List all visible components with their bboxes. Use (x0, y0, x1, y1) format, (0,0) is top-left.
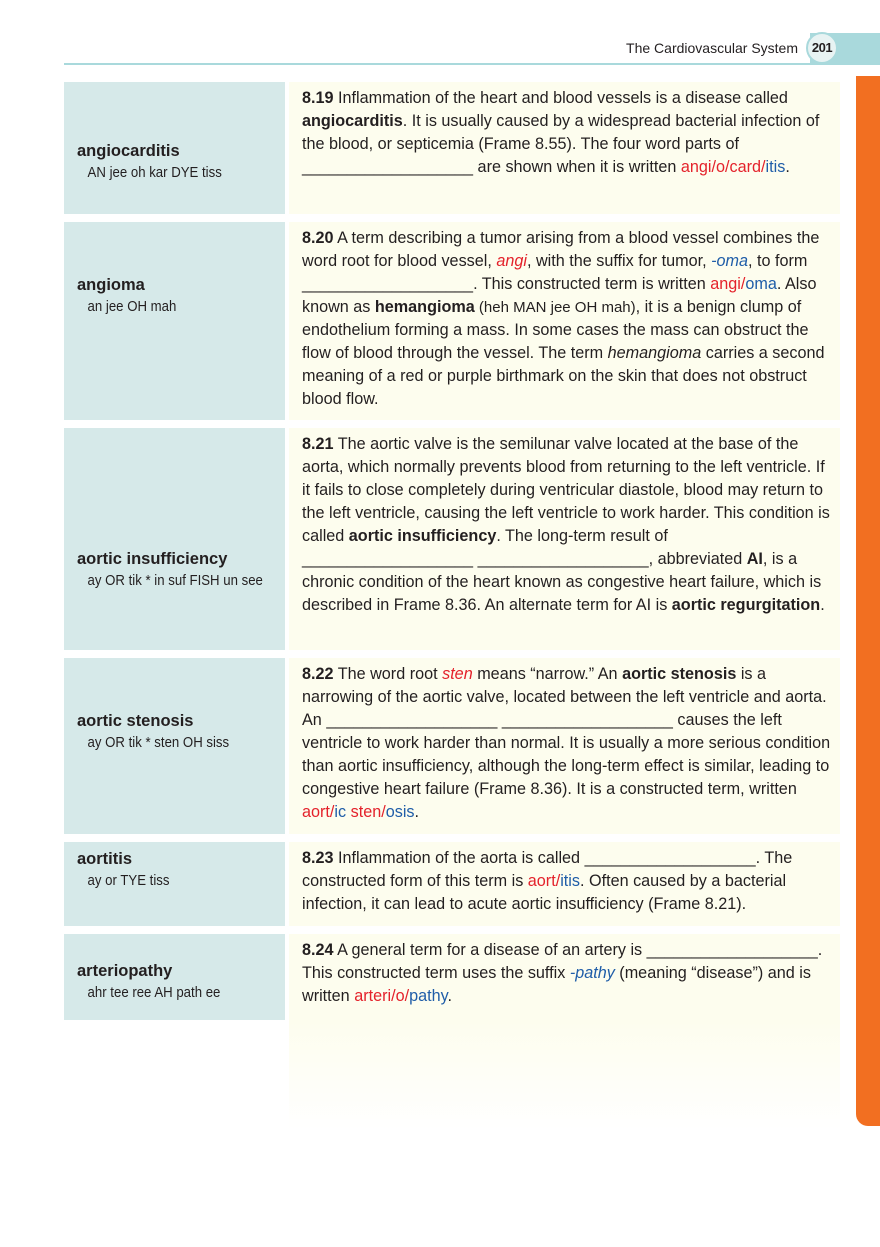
chapter-thumb-tab (856, 76, 880, 1126)
term-cell (64, 428, 285, 650)
term-cell (64, 222, 285, 420)
term-pronunciation: ay OR tik * in suf FISH un see (87, 572, 263, 589)
header-rule (64, 63, 880, 65)
frame-number: 8.22 (302, 665, 334, 683)
frame-number: 8.19 (302, 89, 334, 107)
term-pronunciation: ay or TYE tiss (87, 872, 170, 889)
frame-number: 8.21 (302, 435, 334, 453)
term-cell (64, 82, 285, 214)
answer-blank: ___________________ (646, 941, 818, 959)
frame-8-19 (64, 82, 840, 214)
term-pronunciation: ahr tee ree AH path ee (87, 984, 221, 1001)
frame-8-21 (64, 428, 840, 650)
term-title: arteriopathy (77, 962, 173, 980)
frame-text: 8.23 Inflammation of the aorta is called ___________________. The constructed form of this term is aort/itis. Often caused by a bacterial infection, it can lead to acute aortic insufficiency (Frame 8.21). (289, 842, 840, 926)
answer-blank: ___________________ (477, 550, 649, 568)
frame-8-20 (64, 222, 840, 420)
term-title: aortitis (77, 850, 133, 868)
page-header (0, 0, 880, 64)
frame-8-24 (64, 934, 840, 1020)
frame-number: 8.20 (302, 229, 334, 247)
answer-blank: ___________________ (584, 849, 756, 867)
answer-blank: ___________________ (302, 275, 474, 293)
term-pronunciation: ay OR tik * sten OH siss (87, 734, 230, 751)
term-cell (64, 934, 285, 1020)
frame-8-23 (64, 842, 840, 926)
term-pronunciation: AN jee oh kar DYE tiss (87, 164, 222, 181)
frame-text: 8.19 Inflammation of the heart and blood vessels is a disease called angiocarditis. It is usually caused by a widespread bacterial infection of the blood, or septicemia (Frame 8.55). The four word parts of ___________________ are shown when it is written angi/o/card/itis. (289, 82, 840, 214)
term-cell (64, 842, 285, 926)
page-number: 201 (806, 32, 838, 64)
frame-number: 8.23 (302, 849, 334, 867)
frame-text: 8.20 A term describing a tumor arising from a blood vessel combines the word root for blood vessel, angi, with the suffix for tumor, -oma, to form ___________________. This constructed term is written angi/oma. Also known as hemangioma (heh MAN jee OH mah), it is a benign clump of endothelium forming a mass. In some cases the mass can obstruct the flow of blood through the vessel. The term hemangioma carries a second meaning of a red or purple birthmark on the skin that does not obstruct blood flow. (289, 222, 840, 420)
term-title: aortic stenosis (77, 712, 194, 730)
term-cell (64, 658, 285, 834)
term-title: angiocarditis (77, 142, 180, 160)
term-pronunciation: an jee OH mah (87, 298, 177, 315)
frame-text: 8.24 A general term for a disease of an artery is ___________________. This constructed term uses the suffix -pathy (meaning “disease”) and is written arteri/o/pathy. (289, 934, 840, 1020)
answer-blank: ___________________ (326, 711, 498, 729)
answer-blank: ___________________ (302, 158, 474, 176)
answer-blank: ___________________ (302, 550, 474, 568)
frame-8-22 (64, 658, 840, 834)
frame-text: 8.21 The aortic valve is the semilunar valve located at the base of the aorta, which normally prevents blood from returning to the left ventricle. If it fails to close completely during ventricular diastole, blood may return to the left ventricle, causing the left ventricle to work harder. This condition is called aortic insufficiency. The long-term result of ___________________ ___________________, abbreviated AI, is a chronic condition of the heart known as congestive heart failure, which is described in Frame 8.36. An alternate term for AI is aortic regurgitation. (289, 428, 840, 650)
page-bottom-fade (289, 1020, 840, 1130)
frame-number: 8.24 (302, 941, 334, 959)
running-title: The Cardiovascular System (626, 40, 798, 56)
term-title: angioma (77, 276, 145, 294)
frame-text: 8.22 The word root sten means “narrow.” An aortic stenosis is a narrowing of the aortic valve, located between the left ventricle and aorta. An ___________________ ___________________ causes the left ventricle to work harder than normal. It is usually a more serious condition than aortic insufficiency, although the long-term effect is similar, leading to congestive heart failure (Frame 8.36). It is a constructed term, written aort/ic sten/osis. (289, 658, 840, 834)
term-title: aortic insufficiency (77, 550, 228, 568)
answer-blank: ___________________ (501, 711, 673, 729)
